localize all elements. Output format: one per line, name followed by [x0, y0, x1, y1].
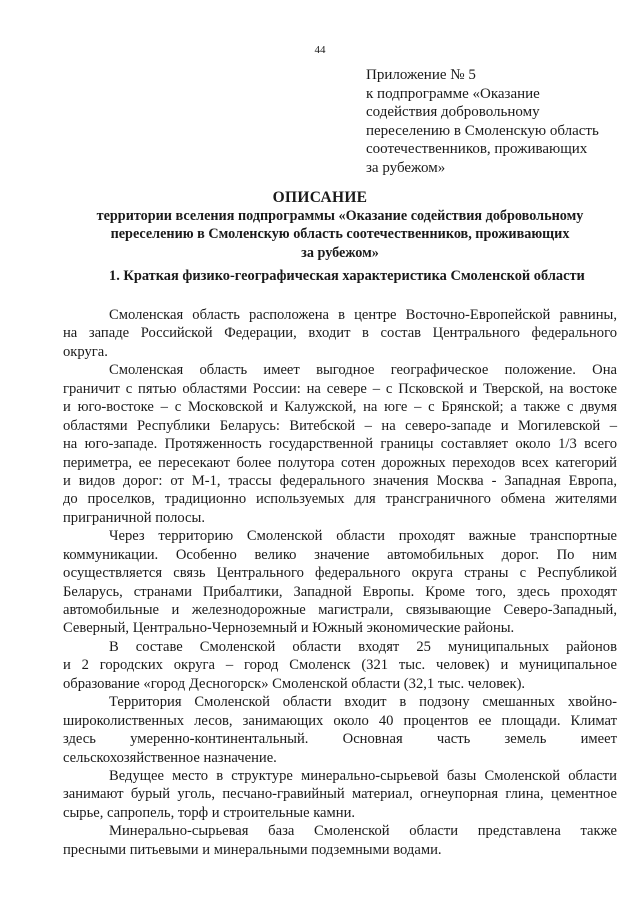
paragraph-line: Северный, Центрально-Черноземный и Южный экономические районы. [63, 620, 515, 637]
document-title: ОПИСАНИЕ [272, 189, 368, 206]
paragraph-line: В составе Смоленской области входят 25 муниципальных районов [109, 638, 617, 655]
paragraph-line: здесь умеренно-континентальный. Основная часть земель имеет [63, 731, 617, 748]
appendix-line: Приложение № 5 [366, 67, 476, 83]
paragraph-line: Беларусь, странами Прибалтики, Западной Европы. Кроме того, здесь проходят [63, 583, 617, 600]
paragraph-line: граничит с пятью областями России: на севере – с Псковской и Тверской, на востоке [63, 380, 617, 397]
paragraph-line: сельскохозяйственное назначение. [63, 749, 277, 766]
subtitle-line: переселению в Смоленскую область соотечественников, проживающих [110, 226, 570, 243]
paragraph-line: Смоленская область расположена в центре Восточно-Европейской равнины, [109, 307, 617, 323]
appendix-block [366, 66, 616, 178]
paragraph-line: осуществляется связь Центрального федерального округа страны с Республикой [63, 565, 617, 582]
paragraph [63, 306, 617, 361]
paragraph-line: приграничной полосы. [63, 509, 205, 526]
paragraph-line: и видов дорог: от М-1, трассы федерального значения Москва - Западная Европа, [63, 472, 617, 489]
subtitle-line: территории вселения подпрограммы «Оказание содействия добровольному [96, 208, 584, 224]
paragraph [63, 361, 617, 527]
paragraph-line: областями Республики Беларусь: Витебской – на северо-западе и Могилевской – [63, 417, 617, 434]
paragraph [63, 822, 617, 859]
paragraph-line: сырье, сапропель, торф и строительные камни. [63, 804, 356, 821]
appendix-line: содействия добровольному [366, 104, 540, 121]
section-heading: 1. Краткая физико-географическая характеристика Смоленской области [109, 268, 585, 284]
paragraph-line: широколиственных лесов, занимающих около 40 процентов ее площади. Климат [63, 712, 617, 729]
paragraph-line: автомобильные и железнодорожные магистрали, связывающие Северо-Западный, [63, 602, 617, 618]
page-number: 44 [314, 44, 326, 56]
paragraph-line: и юго-востоке – с Московской и Калужской, на юге – с Брянской; а также с двумя [63, 399, 617, 416]
paragraph-line: коммуникации. Особенно велико значение автомобильных дорог. По ним [63, 546, 617, 563]
paragraph-line: пресными питьевыми и минеральными подземными водами. [63, 841, 442, 858]
subtitle-line: за рубежом» [301, 244, 379, 261]
appendix-line: переселению в Смоленскую область [366, 122, 599, 139]
appendix-line: за рубежом» [366, 159, 446, 176]
paragraph [63, 693, 617, 767]
paragraph-line: Смоленская область имеет выгодное географическое положение. Она [109, 362, 617, 379]
paragraph [63, 638, 617, 693]
paragraph-line: Ведущее место в структуре минерально-сырьевой базы Смоленской области [109, 767, 617, 784]
body-text [63, 306, 617, 859]
paragraph-line: периметра, ее пересекают более полутора сотен дорожных переходов всех категорий [63, 454, 617, 471]
paragraph-line: занимают бурый уголь, песчано-гравийный материал, огнеупорная глина, цементное [63, 786, 617, 803]
paragraph-line: Через территорию Смоленской области проходят важные транспортные [109, 528, 617, 545]
paragraph-line: на юго-западе. Протяженность государственной границы составляет около 1/3 всего [63, 436, 617, 453]
paragraph-line: Территория Смоленской области входит в подзону смешанных хвойно- [109, 694, 617, 711]
paragraph-line: и 2 городских округа – город Смоленск (321 тыс. человек) и муниципальное [63, 657, 617, 674]
paragraph-line: округа. [63, 343, 108, 360]
paragraph [63, 527, 617, 638]
paragraph [63, 767, 617, 822]
paragraph-line: на западе Российской Федерации, входит в состав Центрального федерального [63, 325, 617, 342]
paragraph-line: образование «город Десногорск» Смоленской области (32,1 тыс. человек). [63, 675, 526, 692]
document-subtitle [70, 207, 610, 262]
appendix-line: соотечественников, проживающих [366, 141, 588, 158]
appendix-line: к подпрограмме «Оказание [366, 85, 540, 102]
paragraph-line: до проселков, традиционно используемых для трансграничного обмена жителями [63, 491, 617, 508]
paragraph-line: Минерально-сырьевая база Смоленской области представлена также [109, 823, 617, 840]
